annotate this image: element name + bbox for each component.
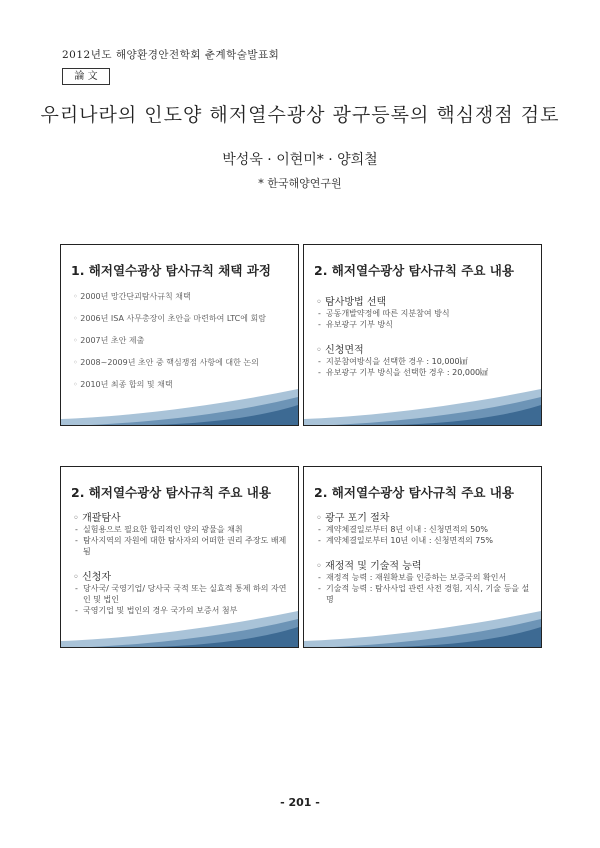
author-list: 박성욱 · 이현미* · 양희철 (222, 152, 378, 168)
slide-title: 2. 해저열수광상 탐사규칙 주요 내용 (71, 485, 271, 500)
slide-wave-decoration (61, 611, 298, 647)
slide-content (73, 507, 292, 616)
slide-content (316, 507, 535, 605)
slide-wave-decoration (304, 389, 541, 425)
slide-sub-item: - 실험용으로 필요한 합리적인 양의 광물을 채취 (75, 525, 243, 534)
slide-sub-item: - 재정적 능력 : 재원확보를 인증하는 보증국의 확인서 (318, 573, 507, 582)
slide-bullet: ◦ 2006년 ISA 사무총장이 초안을 마련하여 LTC에 회람 (73, 313, 292, 324)
slide-section-heading: ◦ 광구 포기 절차 (316, 509, 535, 524)
slide-sub-item: - 계약체결일로부터 8년 이내 : 신청면적의 50% (318, 525, 488, 534)
slide-sub-item: - 기술적 능력 : 탐사사업 관련 사전 경험, 지식, 기술 등을 설명 (318, 584, 530, 604)
slide-3 (60, 466, 299, 648)
slide-section-heading: ◦ 재정적 및 기술적 능력 (316, 557, 535, 572)
slide-bullet: ◦ 2010년 최종 합의 및 채택 (73, 379, 292, 390)
slide-sub-item: - 유보광구 기부 방식을 선택한 경우 : 20,000㎢ (318, 368, 489, 377)
slide-wave-decoration (61, 389, 298, 425)
slide-section-heading: ◦ 탐사방법 선택 (316, 293, 535, 308)
slide-section-heading: ◦ 개괄탐사 (73, 509, 292, 524)
author-affiliation: * 한국해양연구원 (258, 177, 342, 190)
paper-type-tag: 論 文 (62, 68, 110, 85)
slide-content (316, 291, 535, 378)
slide-section-heading: ◦ 신청자 (73, 568, 292, 583)
slide-sub-item: - 계약체결일로부터 10년 이내 : 신청면적의 75% (318, 536, 494, 545)
slide-2 (303, 244, 542, 426)
slide-bullet-list (73, 291, 292, 401)
page-number: - 201 - (280, 796, 320, 809)
slide-sub-item: - 유보광구 기부 방식 (318, 320, 393, 329)
slide-sub-item: - 탐사지역의 자원에 대한 탐사자의 어떠한 권리 주장도 배제됨 (75, 536, 287, 556)
slide-title: 2. 해저열수광상 탐사규칙 주요 내용 (314, 485, 514, 500)
slide-1 (60, 244, 299, 426)
slide-4 (303, 466, 542, 648)
paper-title: 우리나라의 인도양 해저열수광상 광구등록의 핵심쟁점 검토 (40, 104, 560, 126)
slide-wave-decoration (304, 611, 541, 647)
slide-section-heading: ◦ 신청면적 (316, 341, 535, 356)
slide-sub-item: - 당사국/ 국영기업/ 당사국 국적 또는 실효적 통제 하의 자연인 및 법인 (75, 584, 287, 604)
slide-bullet: ◦ 2008~2009년 초안 중 핵심쟁점 사항에 대한 논의 (73, 357, 292, 368)
conference-name: 2012년도 해양환경안전학회 춘계학술발표회 (62, 49, 280, 61)
slide-sub-item: - 공동개발약정에 따른 지분참여 방식 (318, 309, 450, 318)
slide-title: 2. 해저열수광상 탐사규칙 주요 내용 (314, 263, 514, 278)
slide-bullet: ◦ 2000년 망간단괴탐사규칙 채택 (73, 291, 292, 302)
slide-bullet: ◦ 2007년 초안 제출 (73, 335, 292, 346)
slide-sub-item: - 지분참여방식을 선택한 경우 : 10,000㎢ (318, 357, 468, 366)
slide-sub-item: - 국영기업 및 법인의 경우 국가의 보증서 첨부 (75, 606, 238, 615)
slide-title: 1. 해저열수광상 탐사규칙 채택 과정 (71, 263, 271, 278)
